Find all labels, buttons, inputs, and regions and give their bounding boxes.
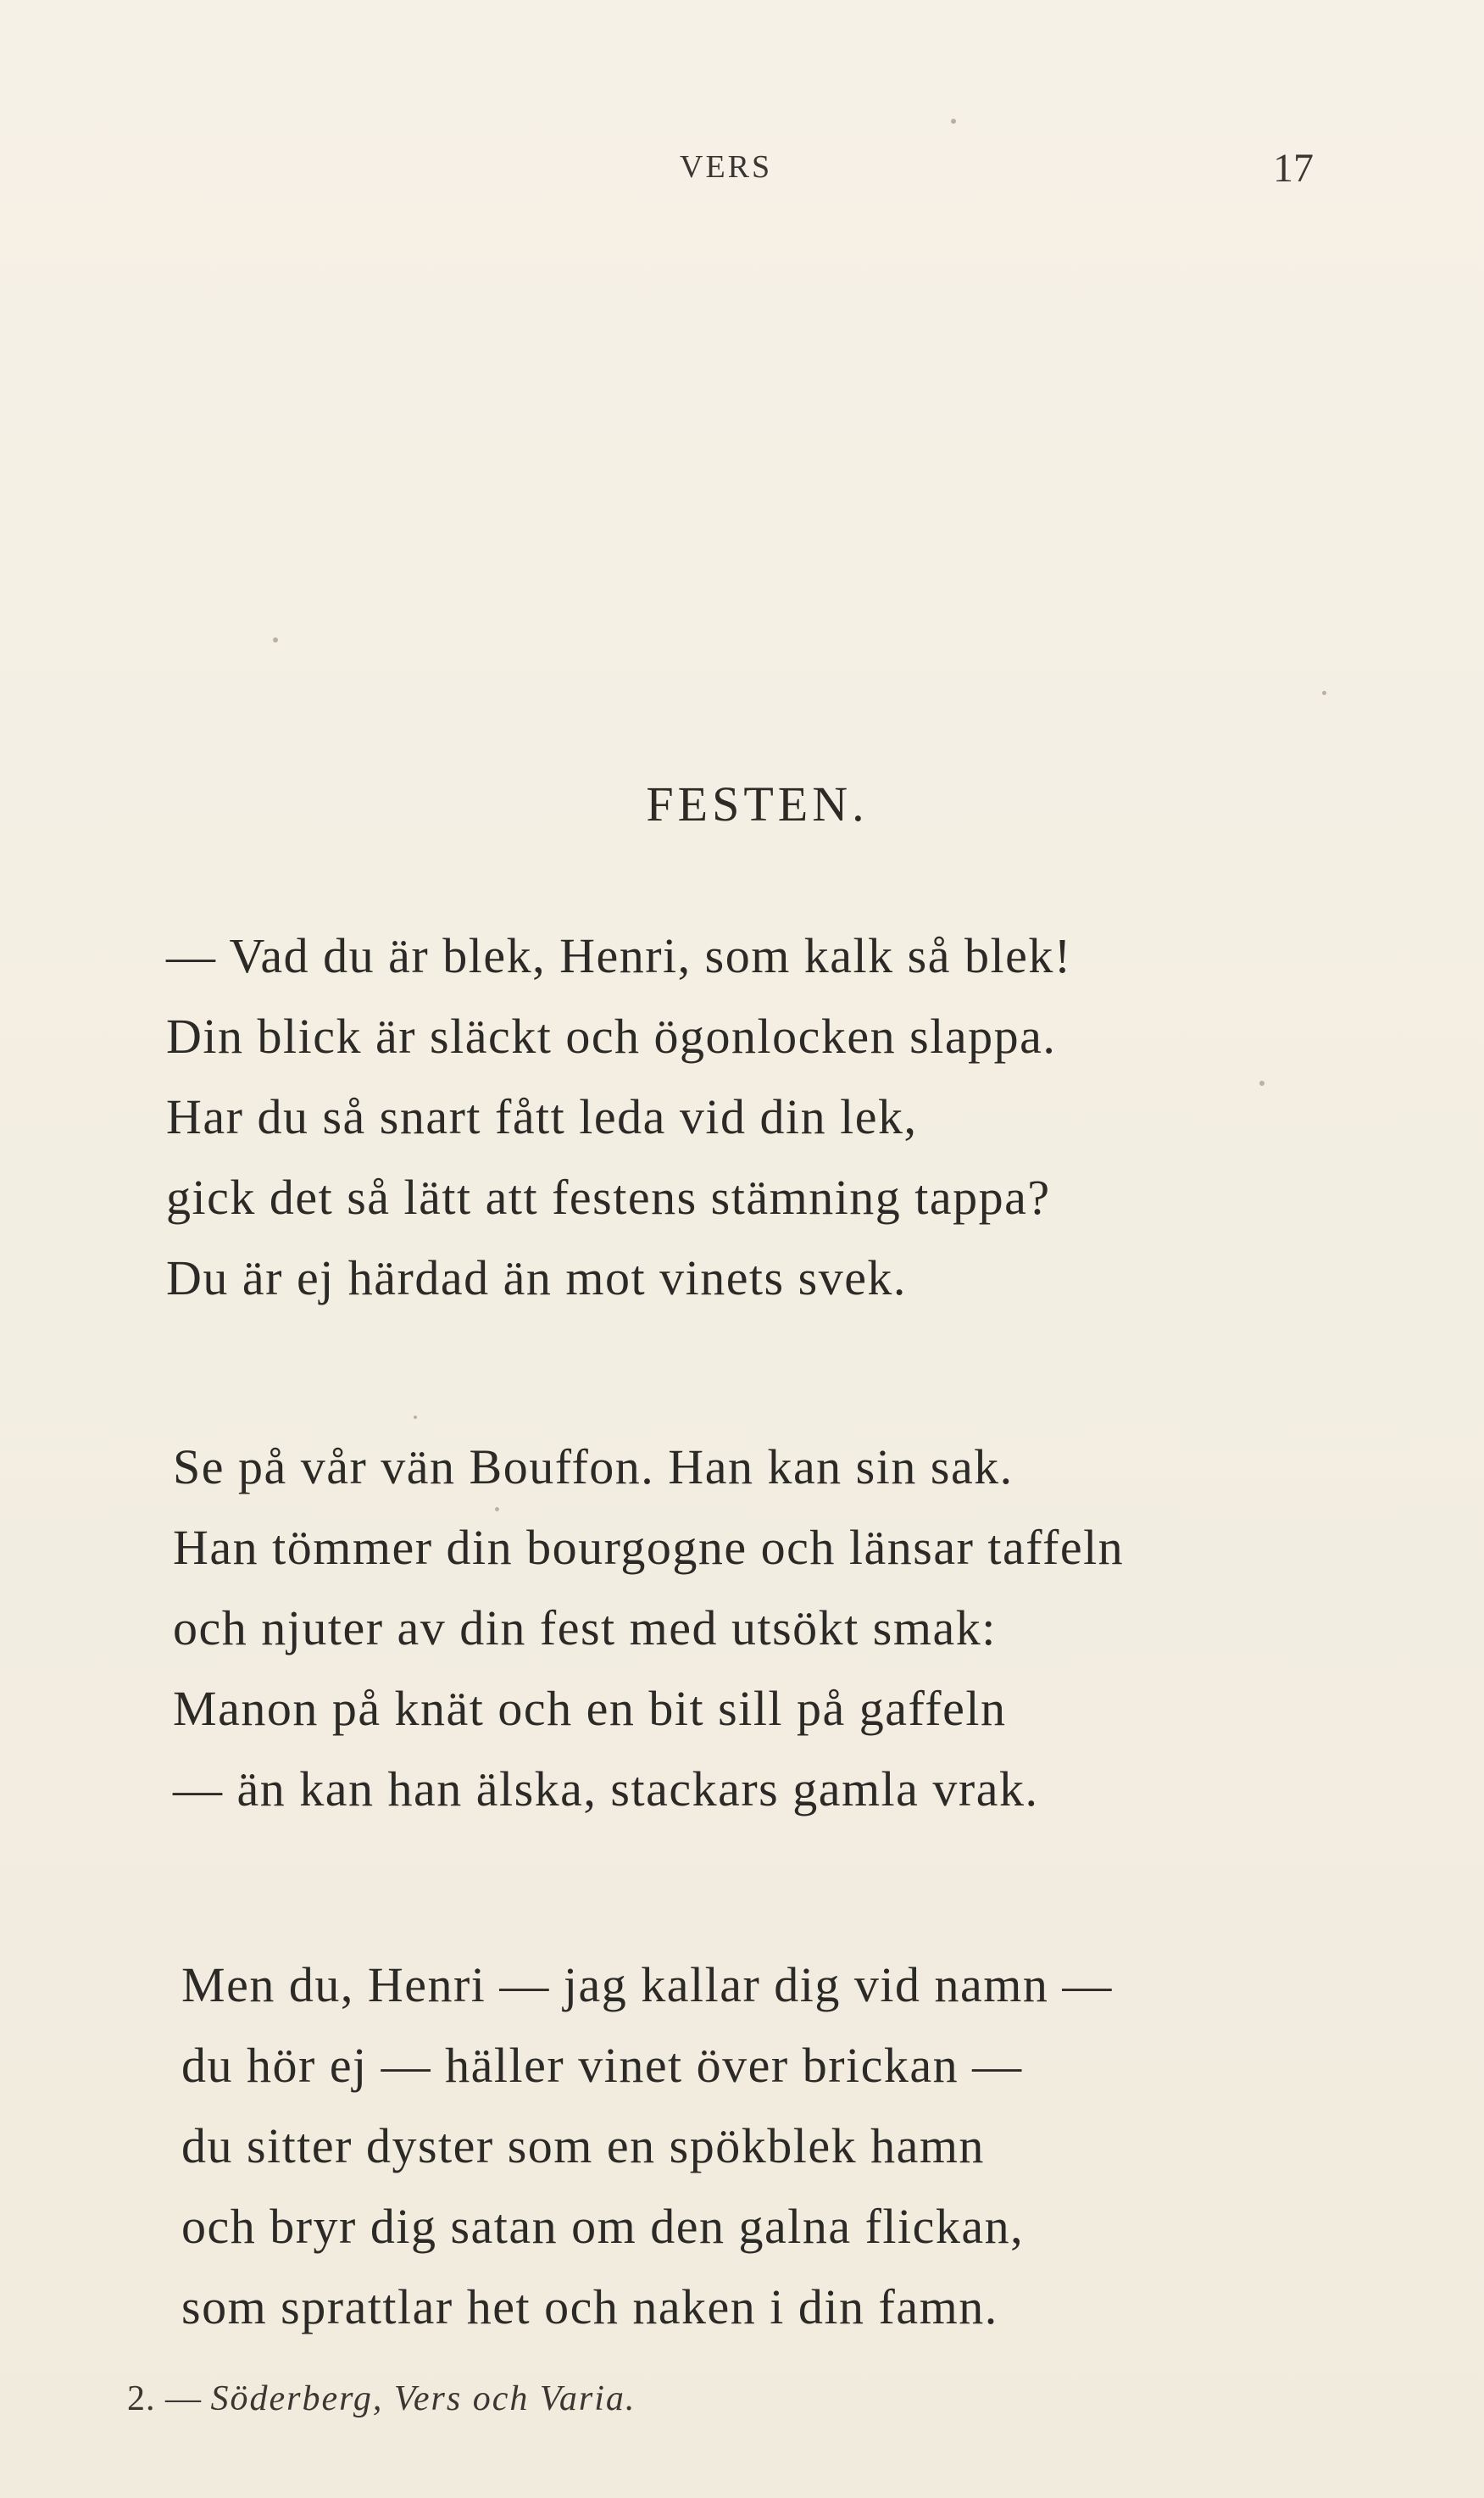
poem-line: och bryr dig satan om den galna flickan, — [181, 2199, 1025, 2254]
poem-line: du hör ej — häller vinet över brickan — — [181, 2038, 1023, 2093]
poem-title: FESTEN. — [646, 776, 869, 832]
poem-line: — än kan han älska, stackars gamla vrak. — [173, 1761, 1039, 1816]
poem-line: Har du så snart fått leda vid din lek, — [166, 1089, 918, 1144]
paper-speck — [273, 637, 278, 643]
footer-signature — [127, 2378, 636, 2419]
paper-speck — [1259, 1081, 1264, 1086]
footer-title: Söderberg, Vers och Varia. — [210, 2379, 636, 2418]
poem-line: gick det så lätt att festens stämning tappa? — [166, 1170, 1051, 1225]
page-number: 17 — [1273, 146, 1314, 191]
running-title: VERS — [680, 149, 773, 185]
poem-line: Du är ej härdad än mot vinets svek. — [166, 1250, 907, 1305]
poem-line: som sprattlar het och naken i din famn. — [181, 2279, 998, 2334]
paper-speck — [1322, 691, 1326, 695]
running-head — [0, 148, 1484, 199]
poem-line: Men du, Henri — jag kallar dig vid namn — — [181, 1957, 1113, 2012]
stanza-3 — [181, 1944, 1368, 2347]
poem-line: Manon på knät och en bit sill på gaffeln — [173, 1681, 1007, 1736]
poem-line: — Vad du är blek, Henri, som kalk så blek! — [166, 928, 1072, 983]
paper-speck — [951, 119, 956, 124]
stanza-1 — [166, 915, 1353, 1318]
poem-line: Se på vår vän Bouffon. Han kan sin sak. — [173, 1439, 1014, 1494]
stanza-2 — [173, 1427, 1359, 1829]
paper-speck — [414, 1416, 417, 1419]
poem-line: du sitter dyster som en spökblek hamn — [181, 2118, 985, 2173]
poem-line: Din blick är släckt och ögonlocken slappa. — [166, 1009, 1057, 1064]
signature-mark: 2. — — [127, 2379, 202, 2418]
paper-speck — [495, 1507, 499, 1511]
poem-line: och njuter av din fest med utsökt smak: — [173, 1600, 997, 1655]
poem-line: Han tömmer din bourgogne och länsar taffeln — [173, 1520, 1125, 1575]
